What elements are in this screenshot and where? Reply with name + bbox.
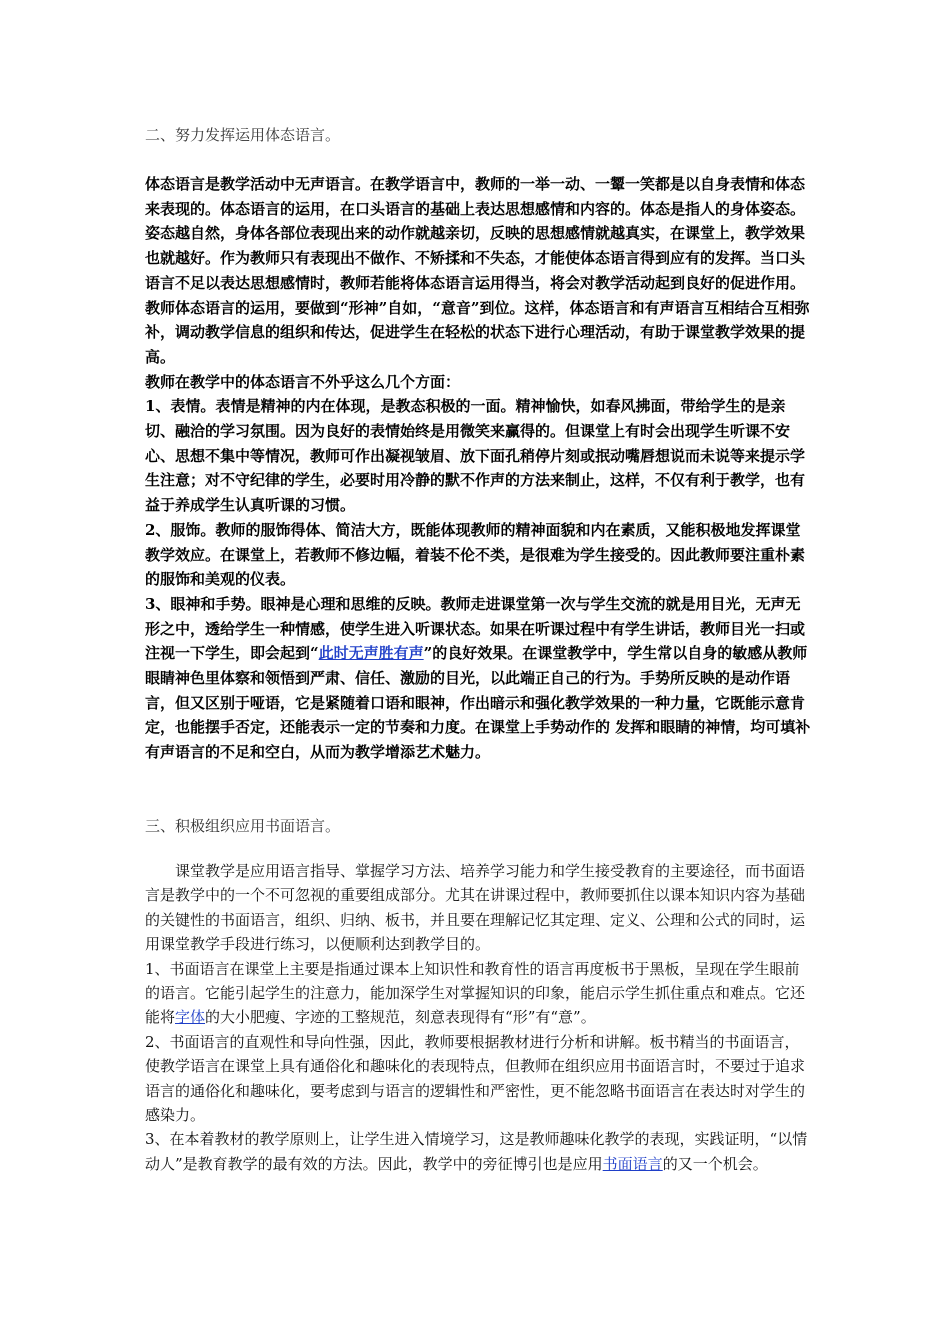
s3-item-3-text-b: 的又一个机会。 <box>662 1154 768 1173</box>
section-2-body <box>145 172 812 765</box>
link-written-language[interactable]: 书面语言 <box>602 1154 663 1173</box>
section-2-aspects-intro: 教师在教学中的体态语言不外乎这么几个方面： <box>145 372 461 391</box>
section-2-item-2: 2、服饰。教师的服饰得体、简洁大方，既能体现教师的精神面貌和内在素质，又能积极地发挥课堂教学效应。在课堂上，若教师不修边幅，着装不伦不类，是很难为学生接受的。因此教师要注重朴素的服饰和美观的仪表。 <box>145 520 806 589</box>
section-3-item-2: 2、书面语言的直观性和导向性强，因此，教师要根据教材进行分析和讲解。板书精当的书面语言，使教学语言在课堂上具有通俗化和趣味化的表现特点，但教师在组织应用书面语言时，不要过于追求语言的通俗化和趣味化，要考虑到与语言的逻辑性和严密性，更不能忽略书面语言在表达时对学生的感染力。 <box>145 1032 806 1125</box>
s3-item-3-text-a: 3、在本着教材的教学原则上，让学生进入情境学习，这是教师趣味化教学的表现，实践证明，“以情动人”是教育教学的最有效的方法。因此，教学中的旁征博引也是应用 <box>145 1130 808 1173</box>
s3-item-1-text-a: 1、书面语言在课堂上主要是指通过课本上知识性和教育性的语言再度板书于黑板，呈现在学生眼前的语言。它能引起学生的注意力，能加深学生对掌握知识的印象，能启示学生抓住重点和难点。它还能将 <box>145 959 806 1027</box>
link-silence-speaks[interactable]: 此时无声胜有声 <box>318 644 424 663</box>
section-2-item-1: 1、表情。表情是精神的内在体现，是教态积极的一面。精神愉快，如春风拂面，带给学生的是亲切、融洽的学习氛围。因为良好的表情始终是用微笑来赢得的。但课堂上有时会出现学生听课不安心、思想不集中等情况，教师可作出凝视皱眉、放下面孔稍停片刻或抿动嘴唇想说而未说等来提示学生注意；对不守纪律的学生，必要时用冷静的默不作声的方法来制止，这样，不仅有利于教学，也有益于养成学生认真听课的习惯。 <box>145 397 806 515</box>
item-3-text-a: 3、眼神和手势。眼神是心理和思维的反映。教师走进课堂第一次与学生交流的就是用目光，无声无形之中，透给学生一种情感，使学生进入听课状态。如果在听课过程中有学生讲话，教师目光一扫或注视一下学生，即会起到“ <box>145 594 806 663</box>
section-2-heading: 二、努力发挥运用体态语言。 <box>145 126 341 144</box>
section-3-item-1 <box>145 957 812 1030</box>
link-font[interactable]: 字体 <box>175 1008 206 1027</box>
section-3-item-3 <box>145 1127 812 1176</box>
section-2-intro: 体态语言是教学活动中无声语言。在教学语言中，教师的一举一动、一颦一笑都是以自身表情和体态来表现的。体态语言的运用，在口头语言的基础上表达思想感情和内容的。体态是指人的身体姿态。姿态越自然，身体各部位表现出来的动作就越亲切，反映的思想感情就越真实，在课堂上，教学效果也就越好。作为教师只有表现出不做作、不矫揉和不失态，才能使体态语言得到应有的发挥。当口头语言不足以表达思想感情时，教师若能将体态语言运用得当，将会对教学活动起到良好的促进作用。教师体态语言的运用，要做到“形神”自如，“意音”到位。这样，体态语言和有声语言互相结合互相弥补，调动教学信息的组织和传达，促进学生在轻松的状态下进行心理活动，有助于课堂教学效果的提高。 <box>145 175 810 366</box>
s3-item-1-text-b: 的大小肥瘦、字迹的工整规范，刻意表现得有“形”有“意”。 <box>205 1008 596 1027</box>
section-3-heading: 三、积极组织应用书面语言。 <box>145 817 341 835</box>
item-3-text-b: ”的良好效果。在课堂教学中，学生常以自身的敏感从教师眼睛神色里体察和领悟到严肃、信任、激励的目光，以此端正自己的行为。手势所反映的是动作语言，但又区别于哑语，它是紧随着口语和眼神，作出暗示和强化教学效果的一种力量，它既能示意肯定，也能摆手否定，还能表示一定的节奏和力度。在课堂上手势动作的 发挥和眼睛的神情，均可填补有声语言的不足和空白，从而为教学增添艺术魅力。 <box>145 644 811 762</box>
section-3-body <box>145 859 812 1176</box>
section-3-intro: 课堂教学是应用语言指导、掌握学习方法、培养学习能力和学生接受教育的主要途径，而书面语言是教学中的一个不可忽视的重要组成部分。尤其在讲课过程中，教师要抓住以课本知识内容为基础的关键性的书面语言，组织、归纳、板书，并且要在理解记忆其定理、定义、公理和公式的同时，运用课堂教学手段进行练习，以便顺利达到教学目的。 <box>145 862 806 954</box>
section-2-item-3 <box>145 592 812 765</box>
